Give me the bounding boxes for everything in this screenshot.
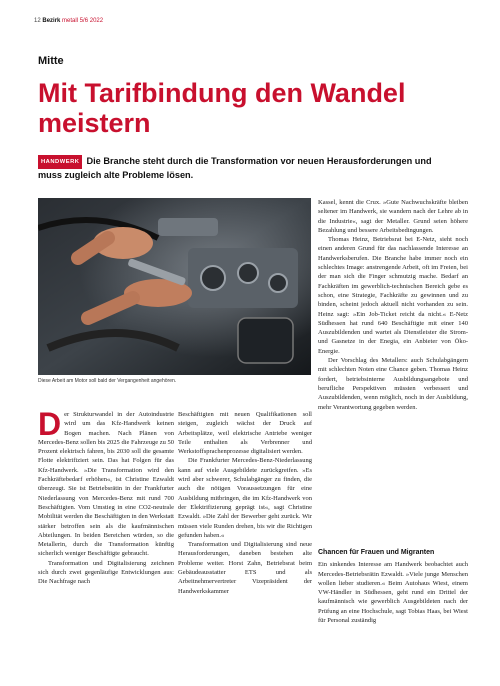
article-column-1 <box>38 406 174 587</box>
drop-cap: D <box>38 406 62 442</box>
paragraph: Transformation und Digitalisierung zeichnen sich durch zwei gegenläufige Entwicklungen aus: Die Nachfrage nach <box>38 559 174 586</box>
article-lead <box>38 155 458 181</box>
header-issue: metall 5/6 2022 <box>62 18 104 24</box>
page-number: 12 <box>34 18 41 24</box>
section-label: Mitte <box>38 55 64 67</box>
page-header <box>34 18 103 24</box>
paragraph: Der Strukturwandel in der Autoindustrie wird um das Kfz-Handwerk keinen Bogen machen. Nach Plänen von Mercedes-Benz sollen bis 2025 die Fahrzeuge zu 50 Prozent elektrisch fahren, bis 2030 soll die gesamte Flotte elektrifiziert sein. Das hat Folgen für das Kfz-Handwerk. »Die Transformation wird den Fachkräftebedarf erhöhen«, ist Christine Ezwaldt überzeugt. Sie ist Betriebsrätin in der Frankfurter Niederlassung von Mercedes-Benz mit rund 700 Beschäftigten. Vom Umstieg in eine CO2-neutrale Mobilität werden die Beschäftigten in den Werkstatt stärker betroffen sein als die kaufmännischen Abteilungen. In beiden Bereichen würden, so die Metallerin, durch die Transformation künftig sicherlich weniger Beschäftigte gebraucht. <box>38 406 174 558</box>
paragraph: Beschäftigten mit neuen Qualifikationen soll steigen, zugleich wächst der Druck auf Arbeitsplätze, weil elektrische Antriebe weniger Teile enthalten als Verbrenner und Werkstoffsprachenprozesse digitalisiert werden. <box>178 411 312 456</box>
article-title: Mit Tarifbindung den Wandel meistern <box>38 78 406 138</box>
article-column-3-lower <box>318 548 468 625</box>
paragraph: Der Vorschlag des Metallers: auch Schulabgängern mit schlechten Noten eine Chance geben. Thomas Heinz fordert, betriebsinterne Ausbildungsangebote und berufliche Perspektiven müssten verbessert und Auszubildenden, wenn möglich, noch in der Ausbildung, mehr Verantwortung gegeben werden. <box>318 357 468 411</box>
header-section: Bezirk <box>42 18 61 24</box>
kicker-badge: HANDWERK <box>38 155 82 169</box>
paragraph: Ein sinkendes Interesse am Handwerk beobachtet auch Mercedes-Betriebsrätin Ezwaldt. »Viele junge Menschen wollen lieber studieren.« Beim Autohaus Wiest, einem VW-Händler in Südhessen, geht rund ein Drittel der kaufmännisch wie gewerblich Ausgebildeten nach der Prüfung an eine Hochschule, sagt Tobias Haas, bei Wiest für Personal zuständig <box>318 561 468 625</box>
paragraph: Die Frankfurter Mercedes-Benz-Niederlassung kann auf viele Ausgebildete zurückgreifen. »Es wird aber schwerer, Schulabgänger zu finden, die auch die nötigen Voraussetzungen für eine Ausbildung mitbringen, die im Kfz-Handwerk von der Elektrifizierung geprägt ist«, sagt Christine Ezwaldt. »Die Zahl der Bewerber geht zurück. Wir müssen viele Runden drehen, bis wir die Richtigen gefunden haben.« <box>178 457 312 539</box>
car-engine-photo <box>38 198 311 375</box>
article-column-3 <box>318 198 468 412</box>
paragraph: Thomas Heinz, Betriebsrat bei E-Netz, sieht noch einen anderen Grund für das nachlassende Interesse an Handwerksberufen. Die Branche habe immer noch ein schlechtes Image: anstrengende Arbeit, oft im Freien, bei der man sich die Finger schmutzig mache. Bedarf an Fachkräften im gewerblich-technischen Bereich gebe es schon, eine Strategie, Fachkräfte zu gewinnen und zu binden, scheint jedoch aktuell nicht vorhanden zu sein. Heinz sagt: »Ein Job-Ticket reicht da nicht.« E-Netz Südhessen hat rund 640 Beschäftigte mit einer 140 Auszubildenden und wartet als Dienstleister die Strom- und Gasnetze in der Enegia, ein Anbieter von Öko-Energie. <box>318 236 468 355</box>
photo-caption: Diese Arbeit am Motor soll bald der Vergangenheit angehören. <box>38 378 177 384</box>
paragraph: Transformation und Digitalisierung sind neue Herausforderungen, daneben bestehen alte Probleme weiter. Horst Zahn, Betriebsrat beim Gebäudeausstatter ETS und als Arbeitnehmervertreter Vizepräsident der Handwerkskammer <box>178 541 312 595</box>
article-column-2 <box>178 410 312 596</box>
subheading: Chancen für Frauen und Migranten <box>318 549 435 556</box>
lead-text: Die Branche steht durch die Transformation vor neuen Herausforderungen und muss zugleich alte Probleme lösen. <box>38 156 432 180</box>
paragraph: Kassel, kennt die Crux. »Gute Nachwuchskräfte bleiben seltener im Handwerk, sie wandern nach der Lehre ab in die Industrie«, sagt der Metaller. Grund seien höhere Bezahlung und bessere Arbeitsbedingungen. <box>318 199 468 234</box>
